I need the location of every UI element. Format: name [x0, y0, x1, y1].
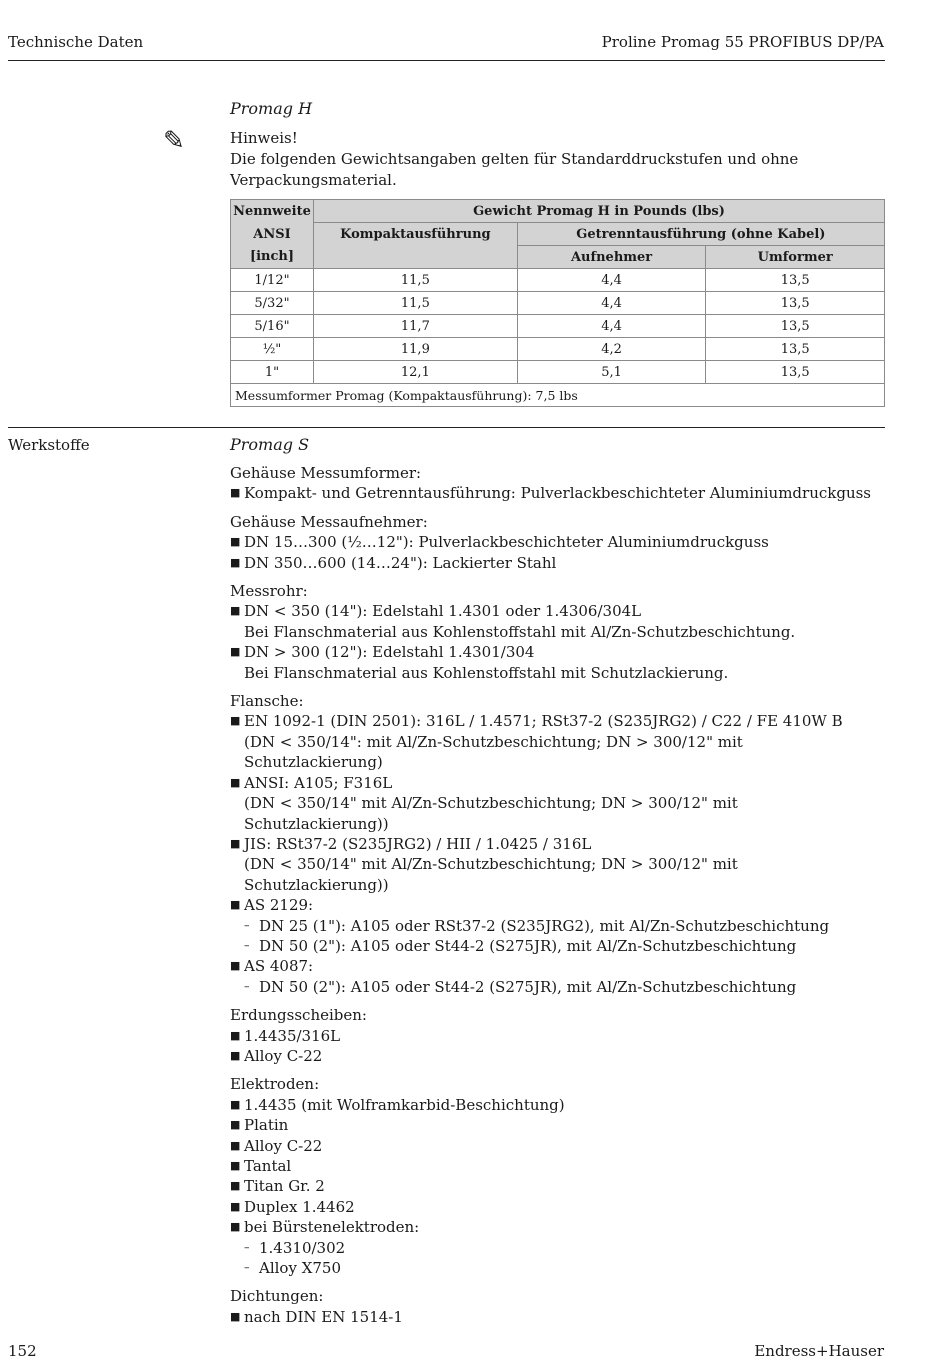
weight-table	[230, 199, 885, 407]
note-block	[230, 128, 950, 191]
list-item-text: ■ ANSI: A105; F316L	[244, 773, 393, 792]
group-flansche	[230, 691, 880, 997]
cell-size: 1"	[231, 361, 314, 384]
cell-compact: 11,5	[313, 269, 517, 292]
list-item: ■ nach DIN EN 1514-1	[230, 1307, 880, 1327]
group-gehaeuse-aufnehmer	[230, 512, 880, 573]
sub-list-item: – 1.4310/302	[244, 1238, 880, 1258]
header-rule	[8, 60, 885, 61]
group-erdungsscheiben	[230, 1005, 880, 1066]
cell-sensor: 4,4	[517, 269, 706, 292]
cell-sensor: 5,1	[517, 361, 706, 384]
group-elektroden	[230, 1074, 880, 1278]
list-item-text: ■ AS 4087:	[244, 957, 314, 976]
pencil-icon: ✎	[163, 126, 185, 156]
list-item: ■ Platin	[230, 1115, 880, 1135]
list-item-text: ■ EN 1092-1 (DIN 2501): 316L / 1.4571; RSt37-2 (S235JRG2) / C22 / FE 410W B	[244, 712, 843, 731]
list-item-text: ■ DN < 350 (14"): Edelstahl 1.4301 oder 1.4306/304L	[244, 602, 642, 621]
cell-compact: 12,1	[313, 361, 517, 384]
cell-compact: 11,7	[313, 315, 517, 338]
list-item	[230, 601, 880, 642]
cell-transmitter: 13,5	[706, 361, 885, 384]
cell-compact: 11,5	[313, 292, 517, 315]
sub-list-item: – DN 50 (2"): A105 oder St44-2 (S275JR), mit Al/Zn-Schutzbeschichtung	[244, 936, 880, 956]
group-title: Erdungsscheiben:	[230, 1006, 367, 1025]
list-item-text: ■ DN > 300 (12"): Edelstahl 1.4301/304	[244, 643, 535, 662]
list-item-continuation: (DN < 350/14" mit Al/Zn-Schutzbeschichtung; DN > 300/12" mit Schutzlackierung))	[244, 794, 738, 833]
table-row	[231, 292, 885, 315]
page-number: 152	[8, 1342, 37, 1360]
cell-transmitter: 13,5	[706, 338, 885, 361]
group-gehaeuse-umformer	[230, 463, 880, 504]
cell-sensor: 4,4	[517, 292, 706, 315]
cell-size: 1/12"	[231, 269, 314, 292]
list-item-text: ■ JIS: RSt37-2 (S235JRG2) / HII / 1.0425 / 316L	[244, 834, 592, 853]
list-item	[230, 711, 880, 772]
cell-transmitter: 13,5	[706, 315, 885, 338]
cell-size: 5/16"	[231, 315, 314, 338]
cell-compact: 11,9	[313, 338, 517, 361]
cell-size: 5/32"	[231, 292, 314, 315]
table-row	[231, 315, 885, 338]
cell-size: ½"	[231, 338, 314, 361]
list-item	[230, 895, 880, 956]
list-item: ■ Kompakt- und Getrenntausführung: Pulverlackbeschichteter Aluminiumdruckguss	[230, 483, 880, 503]
list-item-continuation: (DN < 350/14": mit Al/Zn-Schutzbeschichtung; DN > 300/12" mit Schutzlackierung)	[244, 732, 743, 772]
note-text: Die folgenden Gewichtsangaben gelten für Standarddruckstufen und ohne Verpackungsmaterial.	[230, 150, 799, 189]
list-item-continuation: Bei Flanschmaterial aus Kohlenstoffstahl mit Al/Zn-Schutzbeschichtung.	[244, 622, 796, 641]
list-item: ■ Titan Gr. 2	[230, 1176, 880, 1196]
cell-sensor: 4,4	[517, 315, 706, 338]
list-item: ■ Tantal	[230, 1156, 880, 1176]
sub-list-item: – DN 50 (2"): A105 oder St44-2 (S275JR), mit Al/Zn-Schutzbeschichtung	[244, 977, 880, 997]
group-title: Messrohr:	[230, 582, 308, 601]
weight-main-header: Gewicht Promag H in Pounds (lbs)	[313, 200, 884, 223]
group-title: Dichtungen:	[230, 1287, 324, 1306]
list-item: ■ Alloy C-22	[230, 1136, 880, 1156]
list-item-text: ■ bei Bürstenelektroden:	[244, 1218, 420, 1237]
group-title: Flansche:	[230, 692, 304, 711]
col-inch-header: [inch]	[231, 246, 314, 269]
promag-s-title: Promag S	[230, 435, 310, 454]
compact-header: Kompaktausführung	[313, 223, 517, 246]
list-item: ■ Alloy C-22	[230, 1046, 880, 1066]
header-section-title: Technische Daten	[8, 33, 144, 51]
list-item: ■ Duplex 1.4462	[230, 1197, 880, 1217]
list-item	[230, 956, 880, 997]
cell-transmitter: 13,5	[706, 269, 885, 292]
compact-header-spacer	[313, 246, 517, 269]
sensor-header: Aufnehmer	[517, 246, 706, 269]
note-title: Hinweis!	[230, 129, 298, 147]
col-ansi-header: ANSI	[231, 223, 314, 246]
transmitter-header: Umformer	[706, 246, 885, 269]
table-footnote: Messumformer Promag (Kompaktausführung): 7,5 lbs	[231, 384, 885, 407]
materials-content	[230, 463, 880, 1335]
group-messrohr	[230, 581, 880, 683]
list-item	[230, 834, 880, 895]
sub-list-item: – Alloy X750	[244, 1258, 880, 1278]
list-item: ■ 1.4435 (mit Wolframkarbid-Beschichtung)	[230, 1095, 880, 1115]
list-item: ■ 1.4435/316L	[230, 1026, 880, 1046]
sub-list-item: – DN 25 (1"): A105 oder RSt37-2 (S235JRG2), mit Al/Zn-Schutzbeschichtung	[244, 916, 880, 936]
col-nennweite-header: Nennweite	[231, 200, 314, 223]
section-label-werkstoffe: Werkstoffe	[8, 436, 90, 454]
header-product-title: Proline Promag 55 PROFIBUS DP/PA	[601, 33, 884, 51]
group-dichtungen	[230, 1286, 880, 1327]
table-row	[231, 338, 885, 361]
list-item	[230, 1217, 880, 1278]
list-item	[230, 642, 880, 683]
cell-sensor: 4,2	[517, 338, 706, 361]
cell-transmitter: 13,5	[706, 292, 885, 315]
list-item-text: ■ AS 2129:	[244, 896, 314, 915]
list-item: ■ DN 350…600 (14…24"): Lackierter Stahl	[230, 553, 880, 573]
table-row	[231, 269, 885, 292]
list-item	[230, 773, 880, 834]
group-title: Elektroden:	[230, 1075, 320, 1094]
table-row	[231, 361, 885, 384]
list-item-continuation: (DN < 350/14" mit Al/Zn-Schutzbeschichtung; DN > 300/12" mit Schutzlackierung))	[244, 855, 738, 894]
brand-name: Endress+Hauser	[754, 1342, 884, 1360]
section-rule	[8, 427, 885, 428]
separate-header: Getrenntausführung (ohne Kabel)	[517, 223, 884, 246]
promag-h-title: Promag H	[230, 99, 313, 118]
group-title: Gehäuse Messumformer:	[230, 464, 422, 482]
group-title: Gehäuse Messaufnehmer:	[230, 512, 428, 531]
list-item: ■ DN 15…300 (½…12"): Pulverlackbeschichteter Aluminiumdruckguss	[230, 532, 880, 552]
list-item-continuation: Bei Flanschmaterial aus Kohlenstoffstahl mit Schutzlackierung.	[244, 663, 729, 682]
